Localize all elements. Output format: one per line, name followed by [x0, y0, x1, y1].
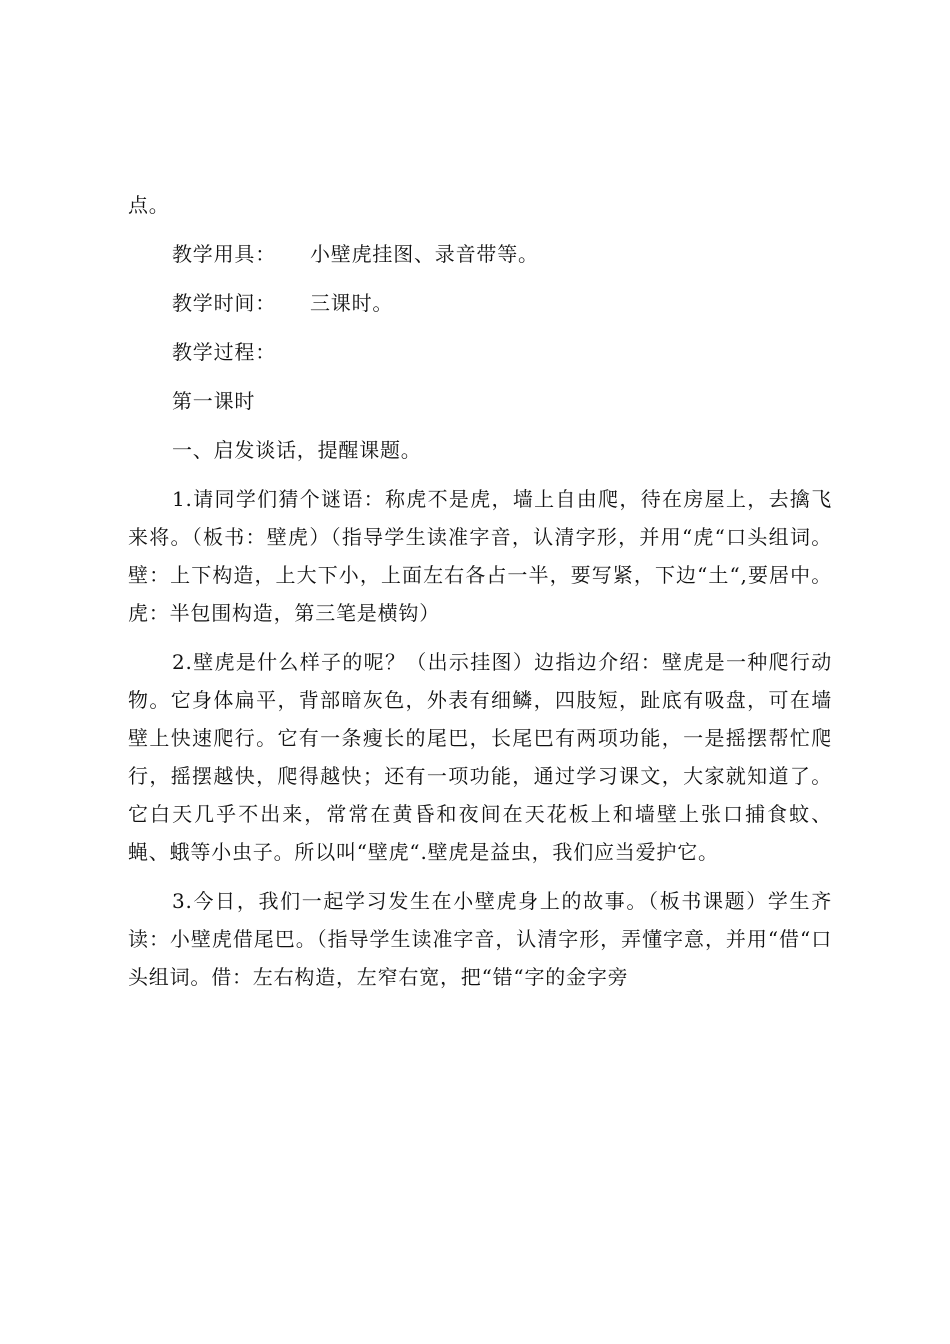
paragraph-item-1: 1.请同学们猜个谜语：称虎不是虎，墙上自由爬，待在房屋上，去擒飞来将。（板书：壁虎）（指导学生读准字音，认清字形，并用“虎“口头组词。壁：上下构造，上大下小，上面左右各占一半，要写紧，下边“土“,要居中。虎：半包围构造，第三笔是横钩） [128, 487, 832, 625]
paragraph-teaching-time [128, 284, 832, 322]
paragraph-teaching-process: 教学过程： [172, 340, 276, 364]
section-heading: 一、启发谈话，提醒课题。 [172, 438, 422, 462]
teaching-tools-value: 小壁虎挂图、录音带等。 [310, 242, 539, 266]
teaching-tools-label: 教学用具： [172, 242, 276, 266]
teaching-time-value: 三课时。 [310, 291, 394, 315]
paragraph-teaching-tools [128, 235, 832, 273]
paragraph-item-3: 3.今日，我们一起学习发生在小壁虎身上的故事。（板书课题）学生齐读：小壁虎借尾巴。（指导学生读准字音，认清字形，弄懂字意，并用“借“口头组词。借：左右构造，左窄右宽，把“错“字的金字旁 [128, 889, 832, 989]
document-body [128, 186, 832, 1007]
paragraph-item-2: 2.壁虎是什么样子的呢？（出示挂图）边指边介绍：壁虎是一种爬行动物。它身体扁平，背部暗灰色，外表有细鳞，四肢短，趾底有吸盘，可在墙壁上快速爬行。它有一条瘦长的尾巴，长尾巴有两项功能，一是摇摆帮忙爬行，摇摆越快，爬得越快；还有一项功能，通过学习课文，大家就知道了。它白天几乎不出来，常常在黄昏和夜间在天花板上和墙壁上张口捕食蚊、蝇、蛾等小虫子。所以叫“壁虎“.壁虎是益虫，我们应当爱护它。 [128, 650, 832, 864]
teaching-time-label: 教学时间： [172, 291, 276, 315]
lesson-heading: 第一课时 [172, 389, 256, 413]
paragraph-carryover: 点。 [128, 193, 170, 217]
